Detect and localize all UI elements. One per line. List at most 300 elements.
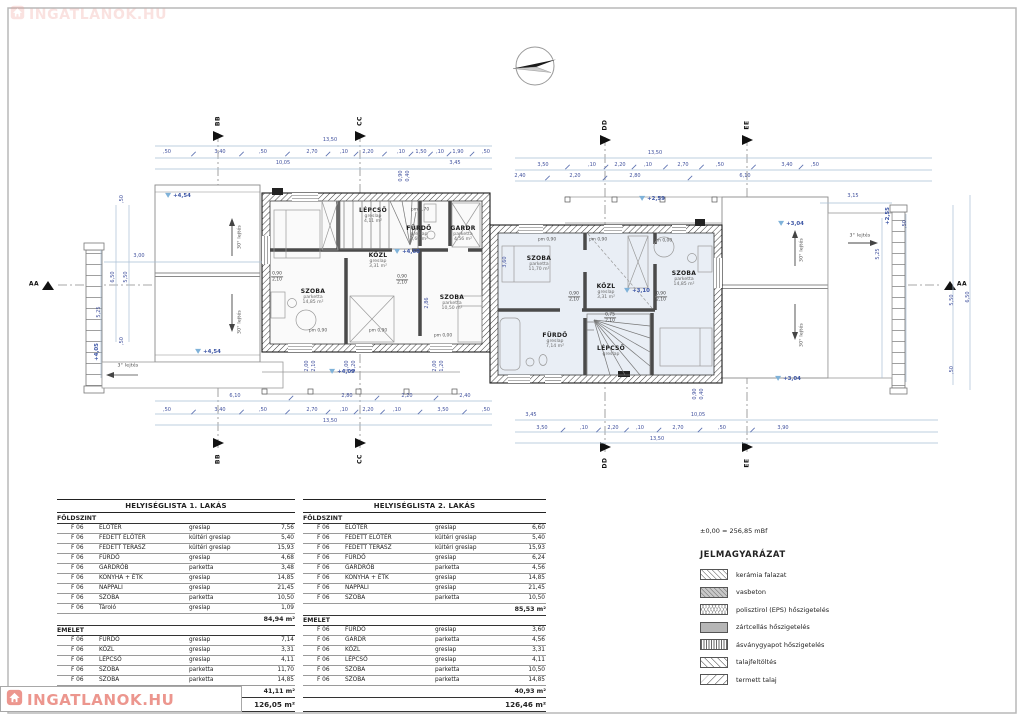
- table-cell: FEDETT TERASZ: [99, 544, 146, 551]
- table-cell: greslap: [189, 657, 211, 663]
- table-cell: F 06: [71, 604, 84, 611]
- table-row: [57, 636, 295, 646]
- legend-label: termett talaj: [736, 675, 777, 684]
- dimension-label: 0,40: [699, 388, 706, 400]
- table-cell: F 06: [71, 584, 84, 591]
- dimension-label: ,50: [163, 149, 171, 156]
- dimension-label: 2,80: [629, 173, 641, 180]
- table-cell: 10,50: [528, 594, 545, 601]
- dimension-label: ,10: [397, 149, 405, 156]
- table-cell: GARDRÓB: [345, 564, 375, 571]
- table-cell: Tároló: [99, 604, 117, 611]
- legend-item: [700, 569, 918, 580]
- level-mark: +4,09: [329, 369, 355, 375]
- table-cell: 14,85: [528, 677, 545, 683]
- table-cell: 4,56: [532, 564, 545, 571]
- table-cell: GARDR: [345, 637, 366, 643]
- table-cell: F 06: [71, 574, 84, 581]
- table-cell: parketta: [435, 594, 460, 601]
- opening-dim: 0,90 2,10: [272, 271, 282, 283]
- table-cell: 3,60: [532, 627, 545, 633]
- dimension-label: 3,50: [536, 425, 548, 432]
- dimension-label: ,10: [340, 149, 348, 156]
- table-cell: F 06: [317, 594, 330, 601]
- table-cell: FÜRDŐ: [345, 627, 366, 633]
- opening-dim: 0,90 2,10: [569, 291, 579, 303]
- section-marker-label: BB: [214, 115, 222, 127]
- table-cell: greslap: [435, 657, 457, 663]
- slope-label: 30° lejtés: [237, 224, 243, 250]
- legend-item: [700, 622, 918, 633]
- table-section-header: EMELET: [303, 616, 546, 627]
- table-row: [303, 626, 546, 636]
- table-cell: 6,60: [532, 524, 545, 531]
- legend-item: [700, 587, 918, 598]
- room-list-table-2: [303, 499, 546, 712]
- room-label: SZOBA parketta 14,85 m²: [300, 288, 326, 306]
- dimension-label: 6,10: [229, 393, 241, 400]
- datum-level: ±0,00 = 256,85 mBf: [700, 527, 768, 535]
- table-row: [303, 676, 546, 686]
- table-cell: FEDETT TERASZ: [345, 544, 392, 551]
- table-cell: 15,93: [528, 544, 545, 551]
- dimension-label: 5,50: [949, 294, 956, 306]
- dimension-label: 5,50: [123, 271, 130, 283]
- table-cell: SZOBA: [99, 594, 120, 601]
- left-wing-roof: [155, 185, 260, 362]
- house-icon: [6, 689, 23, 710]
- level-mark: +4,05: [93, 343, 100, 361]
- dimension-label: 3,15: [847, 193, 859, 200]
- legend-label: vasbeton: [736, 588, 766, 596]
- table-cell: greslap: [189, 574, 211, 581]
- dimension-label: 5,25: [875, 248, 882, 260]
- table-row: [303, 564, 546, 574]
- table-row: [57, 574, 295, 584]
- dimension-label: ,10: [580, 425, 588, 432]
- table-row: [303, 636, 546, 646]
- dimension-label: 6,50: [110, 271, 117, 283]
- dimension-label: 2,20: [362, 149, 374, 156]
- dimension-label: 3,00: [133, 253, 145, 260]
- dimension-label: ,10: [644, 162, 652, 169]
- table-cell: NAPPALI: [345, 584, 369, 591]
- legend-label: talajfeltöltés: [736, 658, 777, 666]
- table-cell: FEDETT ELŐTÉR: [345, 534, 392, 541]
- table-cell: SZOBA: [99, 677, 120, 683]
- vasbeton-swatch: [700, 587, 728, 598]
- table-cell: parketta: [435, 667, 460, 673]
- table-section-header: FÖLDSZINT: [303, 513, 546, 524]
- table-subtotal: 40,93 m²: [303, 686, 546, 698]
- table-title: HELYISÉGLISTA 1. LAKÁS: [57, 500, 295, 513]
- room-label: SZOBA parketta 11,70 m²: [526, 255, 552, 273]
- parapet-label: pm 0,90: [588, 237, 608, 243]
- keramia-swatch: [700, 569, 728, 580]
- table-section-header: FÖLDSZINT: [57, 513, 295, 524]
- level-mark: +3,04: [778, 221, 804, 227]
- table-cell: F 06: [317, 564, 330, 571]
- table-cell: greslap: [189, 604, 211, 611]
- section-marker-label: BB: [214, 453, 222, 465]
- dimension-label: ,50: [119, 337, 126, 345]
- dimension-label: 1,20: [439, 360, 446, 372]
- table-cell: 14,85: [277, 677, 294, 683]
- table-cell: KÖZL: [345, 647, 361, 653]
- legend-item: [700, 639, 918, 650]
- table-cell: SZOBA: [345, 594, 366, 601]
- table-cell: parketta: [435, 564, 460, 571]
- table-cell: F 06: [71, 544, 84, 551]
- dimension-label: ,50: [119, 195, 126, 203]
- dimension-label: 0,40: [405, 170, 412, 182]
- table-row: [57, 656, 295, 666]
- table-cell: greslap: [189, 554, 211, 561]
- dimension-label: 3,90: [777, 425, 789, 432]
- watermark-text: INGATLANOK.HU: [29, 6, 168, 23]
- dimension-label: ,50: [482, 149, 490, 156]
- table-cell: KONYHA + ÉTK: [99, 574, 143, 581]
- table-total: 126,05 m²: [57, 698, 295, 712]
- level-mark: +3,10: [624, 288, 650, 294]
- table-subtotal: 41,11 m²: [57, 686, 295, 698]
- talajfeltoltes-swatch: [700, 657, 728, 668]
- level-mark: +2,59: [639, 196, 665, 202]
- dimension-label: 3,45: [525, 412, 537, 419]
- legend-title: JELMAGYARÁZAT: [700, 550, 786, 560]
- table-cell: 14,85: [277, 574, 294, 581]
- dimension-label: ,50: [811, 162, 819, 169]
- room-label: KÖZL greslap 3,31 m²: [368, 252, 388, 270]
- slope-label: 30° lejtés: [799, 237, 805, 263]
- table-row: [57, 594, 295, 604]
- table-row: [57, 564, 295, 574]
- table-cell: F 06: [71, 534, 84, 541]
- table-cell: F 06: [317, 637, 330, 643]
- table-cell: 7,14: [281, 637, 294, 643]
- parapet-label: pm 0,90: [537, 237, 557, 243]
- table-cell: parketta: [435, 637, 460, 643]
- table-row: [57, 534, 295, 544]
- dimension-label: 13,50: [647, 150, 663, 157]
- left-unit-walls: [262, 188, 490, 352]
- dimension-label: 0,90: [692, 388, 699, 400]
- dimension-label: 2,70: [306, 407, 318, 414]
- right-wing-roof: [722, 197, 892, 378]
- legend-label: kerámia falazat: [736, 570, 787, 579]
- table-cell: F 06: [317, 554, 330, 561]
- table-cell: kültéri greslap: [435, 534, 477, 541]
- parapet-label: pm 0,90: [368, 328, 388, 334]
- dimension-label: 13,50: [322, 137, 338, 144]
- table-row: [303, 646, 546, 656]
- opening-dim: 0,75 2,10: [605, 312, 615, 324]
- watermark-bottom: [6, 689, 174, 710]
- dimension-label: 2,20: [614, 162, 626, 169]
- table-row: [57, 524, 295, 534]
- room-label: GARDR parketta 4,56 m²: [450, 225, 476, 243]
- asvany-swatch: [700, 639, 728, 650]
- dimension-label: ,50: [482, 407, 490, 414]
- room-label: SZOBA parketta 10,50 m²: [439, 294, 465, 312]
- table-cell: F 06: [71, 657, 84, 663]
- table-cell: F 06: [317, 677, 330, 683]
- table-cell: F 06: [71, 677, 84, 683]
- table-cell: FÜRDŐ: [99, 554, 120, 561]
- room-label: FÜRDŐ greslap 7,14 m²: [542, 332, 568, 350]
- table-row: [57, 604, 295, 614]
- table-cell: F 06: [317, 657, 330, 663]
- table-cell: F 06: [71, 667, 84, 673]
- watermark-top: [10, 5, 167, 24]
- table-cell: 3,48: [281, 564, 294, 571]
- dimension-label: ,10: [588, 162, 596, 169]
- table-cell: greslap: [435, 574, 457, 581]
- slope-label: 30° lejtés: [799, 322, 805, 348]
- table-cell: 3,31: [532, 647, 545, 653]
- table-cell: ELŐTÉR: [99, 524, 122, 531]
- left-low-roof: [102, 362, 283, 388]
- table-total: 126,46 m²: [303, 698, 546, 712]
- table-cell: greslap: [435, 554, 457, 561]
- legend-items: [700, 569, 918, 685]
- table-cell: 4,11: [532, 657, 545, 663]
- watermark-text: INGATLANOK.HU: [27, 690, 175, 709]
- legend-item: [700, 674, 918, 685]
- legend-item: [700, 657, 918, 668]
- dimension-label: 2,20: [401, 393, 413, 400]
- table-cell: SZOBA: [345, 667, 366, 673]
- table-cell: FEDETT ELŐTÉR: [99, 534, 146, 541]
- table-cell: 4,68: [281, 554, 294, 561]
- zartcellas-swatch: [700, 622, 728, 633]
- room-list-table-1: [57, 499, 295, 712]
- table-cell: 14,85: [528, 574, 545, 581]
- slope-label: 3° lejtés: [849, 233, 871, 239]
- table-row: [303, 656, 546, 666]
- level-mark: +2,55: [884, 207, 891, 225]
- dimension-label: ,50: [163, 407, 171, 414]
- opening-dim: 0,90 2,10: [656, 291, 666, 303]
- table-cell: KÖZL: [99, 647, 115, 653]
- table-cell: F 06: [317, 544, 330, 551]
- section-marker-label: AA: [28, 280, 40, 288]
- table-subtotal: 85,53 m²: [303, 604, 546, 616]
- table-cell: greslap: [435, 524, 457, 531]
- dimension-label: 6,50: [965, 291, 972, 303]
- table-cell: F 06: [317, 534, 330, 541]
- dimension-label: 2,10: [311, 360, 318, 372]
- table-cell: greslap: [189, 524, 211, 531]
- table-cell: FÜRDŐ: [99, 637, 120, 643]
- dimension-label: ,50: [259, 407, 267, 414]
- dimension-label: 2,20: [569, 173, 581, 180]
- terrace-roof: [262, 372, 460, 394]
- legend-label: ásványgyapot hőszigetelés: [736, 640, 825, 649]
- table-cell: parketta: [189, 594, 214, 601]
- table-cell: 5,40: [281, 534, 294, 541]
- section-marker-label: DD: [601, 457, 609, 469]
- eps-swatch: [700, 604, 728, 615]
- section-marker-label: CC: [356, 116, 364, 126]
- opening-dim: 0,90 2,10: [397, 274, 407, 286]
- room-label: LÉPCSŐ greslap 4,11 m²: [358, 207, 388, 225]
- table-row: [57, 646, 295, 656]
- dimension-label: 1,50: [415, 149, 427, 156]
- table-cell: NAPPALI: [99, 584, 123, 591]
- dimension-label: 1,00: [344, 360, 351, 372]
- table-row: [57, 676, 295, 686]
- table-subtotal: 84,94 m²: [57, 614, 295, 626]
- parapet-label: pm 1,70: [410, 207, 430, 213]
- dimension-label: 2,70: [677, 162, 689, 169]
- dimension-label: 0,90: [398, 170, 405, 182]
- table-cell: kültéri greslap: [189, 534, 231, 541]
- table-row: [303, 534, 546, 544]
- dimension-label: 3,40: [214, 149, 226, 156]
- dimension-label: 2,80: [341, 393, 353, 400]
- table-cell: greslap: [435, 647, 457, 653]
- table-cell: F 06: [317, 627, 330, 633]
- north-arrow-icon: [513, 47, 556, 85]
- section-marker-label: DD: [601, 119, 609, 131]
- room-label: SZOBA parketta 14,85 m²: [671, 270, 697, 288]
- dimension-label: ,50: [902, 220, 909, 228]
- dimension-label: 10,05: [275, 160, 291, 167]
- table-cell: 21,45: [528, 584, 545, 591]
- room-label: LÉPCSŐ greslap: [596, 344, 626, 357]
- right-wall-strip: [890, 205, 907, 394]
- table-row: [303, 524, 546, 534]
- table-cell: greslap: [189, 584, 211, 591]
- table-cell: F 06: [71, 554, 84, 561]
- table-cell: kültéri greslap: [189, 544, 231, 551]
- table-row: [303, 554, 546, 564]
- legend-label: zártcellás hőszigetelés: [736, 623, 810, 631]
- dimension-label: ,50: [949, 366, 956, 374]
- house-icon: [10, 5, 25, 24]
- parapet-label: pm 0,90: [308, 328, 328, 334]
- table-row: [303, 544, 546, 554]
- table-cell: greslap: [435, 627, 457, 633]
- dimension-label: 2,20: [607, 425, 619, 432]
- table-cell: 10,50: [528, 667, 545, 673]
- table-row: [303, 594, 546, 604]
- termett-swatch: [700, 674, 728, 685]
- table-row: [57, 584, 295, 594]
- table-cell: greslap: [189, 637, 211, 643]
- table-cell: F 06: [71, 594, 84, 601]
- dimension-label: 10,05: [690, 412, 706, 419]
- table-cell: F 06: [317, 584, 330, 591]
- dimension-label: 2,00: [432, 360, 439, 372]
- legend-item: [700, 604, 918, 615]
- table-cell: 15,93: [277, 544, 294, 551]
- table-cell: 3,31: [281, 647, 294, 653]
- table-cell: 7,56: [281, 524, 294, 531]
- table-cell: F 06: [317, 647, 330, 653]
- table-cell: kültéri greslap: [435, 544, 477, 551]
- dimension-label: ,50: [259, 149, 267, 156]
- level-mark: +3,04: [775, 376, 801, 382]
- table-cell: F 06: [71, 647, 84, 653]
- dimension-label: 5,25: [96, 306, 103, 318]
- dimension-label: 6,10: [739, 173, 751, 180]
- table-cell: KONYHA + ÉTK: [345, 574, 389, 581]
- legend: [700, 527, 918, 692]
- table-cell: 1,09: [281, 604, 294, 611]
- dimension-label: ,10: [436, 149, 444, 156]
- slope-label: 3° lejtés: [117, 363, 139, 369]
- table-title: HELYISÉGLISTA 2. LAKÁS: [303, 500, 546, 513]
- dimension-label: 2,40: [459, 393, 471, 400]
- section-marker-label: EE: [743, 120, 751, 130]
- table-row: [303, 584, 546, 594]
- table-cell: LÉPCSŐ: [345, 657, 368, 663]
- table-cell: FÜRDŐ: [345, 554, 366, 561]
- table-cell: SZOBA: [99, 667, 120, 673]
- table-cell: SZOBA: [345, 677, 366, 683]
- dimension-label: ,50: [718, 425, 726, 432]
- section-marker-label: AA: [956, 280, 968, 288]
- dimension-label: ,10: [393, 407, 401, 414]
- section-marker-label: CC: [356, 454, 364, 464]
- table-cell: F 06: [317, 574, 330, 581]
- dimension-label: 3,40: [781, 162, 793, 169]
- table-cell: parketta: [189, 677, 214, 683]
- table-cell: parketta: [435, 677, 460, 683]
- dimension-label: 2,86: [424, 297, 431, 309]
- table-cell: F 06: [317, 524, 330, 531]
- parapet-label: pm 0,00: [433, 333, 453, 339]
- table-cell: 10,50: [277, 594, 294, 601]
- dimension-label: 3,50: [537, 162, 549, 169]
- right-unit-walls: [490, 219, 722, 383]
- dimension-label: 3,40: [214, 407, 226, 414]
- table-cell: 6,24: [532, 554, 545, 561]
- table-cell: F 06: [71, 524, 84, 531]
- table-cell: 4,11: [281, 657, 294, 663]
- dimension-label: 13,50: [649, 436, 665, 443]
- table-cell: 11,70: [277, 667, 294, 673]
- table-cell: F 06: [71, 637, 84, 643]
- level-mark: +4,54: [195, 349, 221, 355]
- room-label: KÖZL greslap 3,31 m²: [596, 283, 616, 301]
- table-cell: F 06: [71, 564, 84, 571]
- dimension-label: 3,60: [502, 256, 509, 268]
- table-cell: greslap: [435, 584, 457, 591]
- dimension-label: 3,45: [449, 160, 461, 167]
- table-cell: GARDRÓB: [99, 564, 129, 571]
- table-cell: 21,45: [277, 584, 294, 591]
- dimension-label: 1,90: [452, 149, 464, 156]
- dimension-label: 2,70: [306, 149, 318, 156]
- dimension-label: 1,20: [351, 360, 358, 372]
- table-cell: 5,40: [532, 534, 545, 541]
- dimension-label: ,10: [636, 425, 644, 432]
- room-label: FÜRDŐ greslap 3,60 m²: [406, 225, 432, 243]
- table-cell: ELŐTÉR: [345, 524, 368, 531]
- dimension-label: 2,20: [362, 407, 374, 414]
- section-marker-label: EE: [743, 458, 751, 468]
- dimension-label: ,10: [340, 407, 348, 414]
- dimension-label: ,50: [716, 162, 724, 169]
- dimension-label: 2,40: [514, 173, 526, 180]
- level-mark: +4,54: [165, 193, 191, 199]
- table-row: [303, 666, 546, 676]
- dimension-label: 3,50: [437, 407, 449, 414]
- legend-label: polisztirol (EPS) hőszigetelés: [736, 605, 830, 614]
